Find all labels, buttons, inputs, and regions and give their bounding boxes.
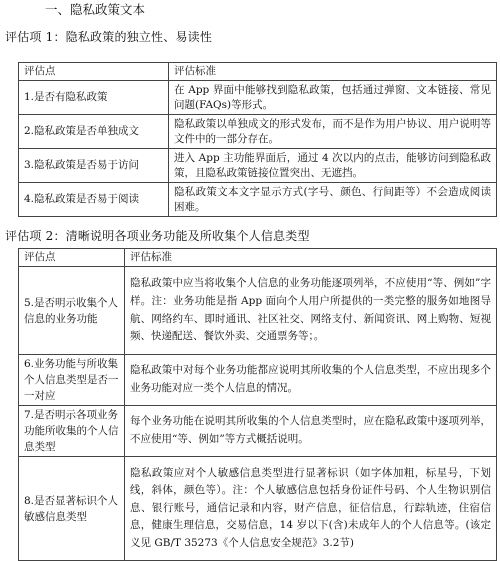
table-row (19, 406, 497, 457)
table-row (19, 183, 497, 217)
item1-heading: 评估项 1：隐私政策的独立性、易读性 (5, 30, 213, 44)
item2-table (18, 248, 497, 561)
point-cell: 5.是否明示收集个人信息的业务功能 (19, 267, 125, 355)
criteria-cell: 隐私政策中对每个业务功能都应说明其所收集的个人信息类型，不应出现多个业务功能对应一类个人信息的情况。 (125, 355, 497, 406)
criteria-cell: 隐私政策以单独成文的形式发布，而不是作为用户协议、用户说明等文件中的一部分存在。 (169, 115, 497, 149)
point-cell: 4.隐私政策是否易于阅读 (19, 183, 169, 217)
item1-table (18, 62, 497, 217)
criteria-cell: 每个业务功能在说明其所收集的个人信息类型时，应在隐私政策中逐项列举，不应使用“等、例如”等方式概括说明。 (125, 406, 497, 457)
table-row (19, 115, 497, 149)
table-header-row (19, 63, 497, 81)
item2-heading: 评估项 2：清晰说明各项业务功能及所收集个人信息类型 (5, 229, 310, 243)
header-point: 评估点 (19, 63, 169, 81)
table-row (19, 81, 497, 115)
criteria-cell: 隐私政策中应当将收集个人信息的业务功能逐项列举，不应使用“等、例如”字样。注：业务功能是指 App 面向个人用户所提供的一类完整的服务如地图导航、网络约车、即时通讯、社区社交、网络支付、新闻资讯、网上购物、短视频、快递配送、餐饮外卖、交通票务等；。 (125, 267, 497, 355)
point-cell: 7.是否明示各项业务功能所收集的个人信息类型 (19, 406, 125, 457)
header-criteria: 评估标准 (125, 249, 497, 267)
criteria-cell: 在 App 界面中能够找到隐私政策，包括通过弹窗、文本链接、常见问题(FAQs)等形式。 (169, 81, 497, 115)
header-point: 评估点 (19, 249, 125, 267)
table-row (19, 457, 497, 561)
table-row (19, 355, 497, 406)
point-cell: 1.是否有隐私政策 (19, 81, 169, 115)
criteria-cell: 隐私政策文本文字显示方式(字号、颜色、行间距等）不会造成阅读困难。 (169, 183, 497, 217)
point-cell: 3.隐私政策是否易于访问 (19, 149, 169, 183)
point-cell: 2.隐私政策是否单独成文 (19, 115, 169, 149)
point-cell: 8.是否显著标识个人敏感信息类型 (19, 457, 125, 561)
criteria-cell: 进入 App 主功能界面后，通过 4 次以内的点击，能够访问到隐私政策，且隐私政策链接位置突出、无遮挡。 (169, 149, 497, 183)
table-row (19, 149, 497, 183)
table-row (19, 267, 497, 355)
section-title: 一、隐私政策文本 (45, 2, 146, 17)
table-header-row (19, 249, 497, 267)
header-criteria: 评估标准 (169, 63, 497, 81)
point-cell: 6.业务功能与所收集个人信息类型是否一一对应 (19, 355, 125, 406)
criteria-cell: 隐私政策应对个人敏感信息类型进行显著标识（如字体加粗，标星号，下划线，斜体，颜色等）。注：个人敏感信息包括身份证件号码、个人生物识别信息、银行账号，通信记录和内容，财产信息，征信信息，行踪轨迹，住宿信息，健康生理信息，交易信息，14 岁以下(含)未成年人的个人信息等。(该定义见 GB/T 35273《个人信息安全规范》3.2节) (125, 457, 497, 561)
